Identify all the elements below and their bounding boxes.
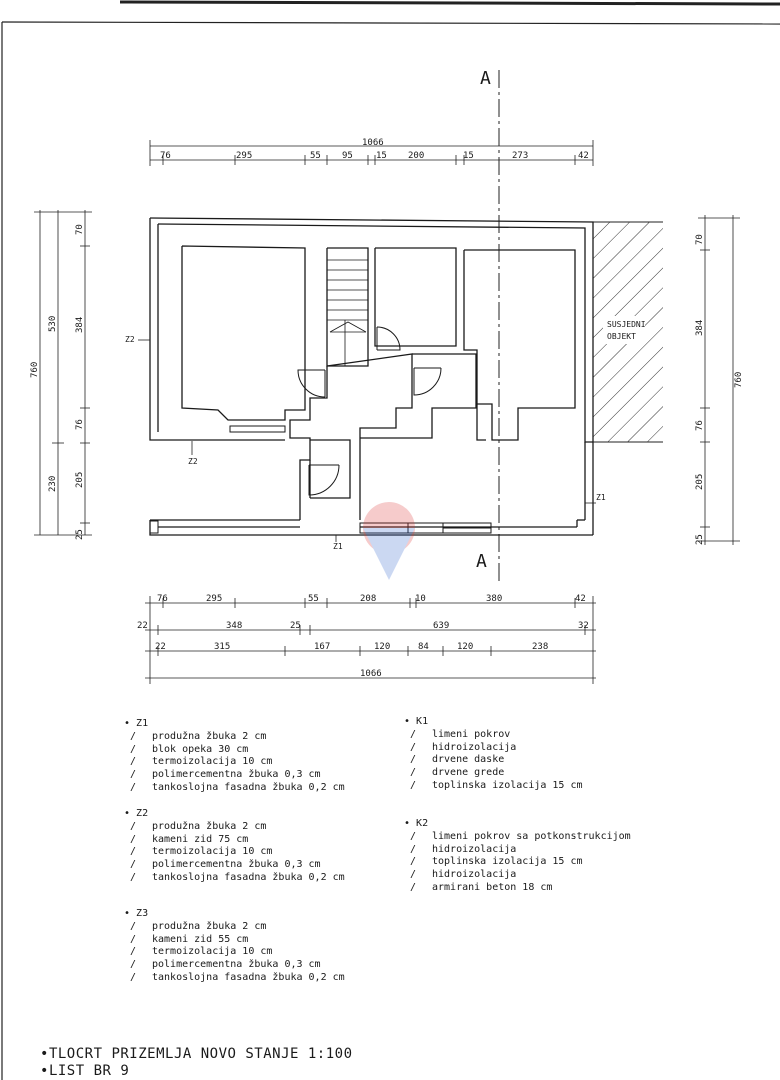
dim-left-205: 205	[75, 471, 85, 488]
wall-tag-z2-left: Z2	[125, 335, 135, 344]
dim-right-205: 205	[695, 473, 705, 490]
dim-top-9: 42	[578, 151, 589, 161]
wall-tag-z2-bottom: Z2	[188, 457, 198, 466]
dim-top-4: 95	[342, 151, 353, 161]
dim-b2-2: 348	[226, 621, 243, 631]
legend-item: tankoslojna fasadna žbuka 0,2 cm	[152, 781, 345, 793]
staircase	[327, 260, 368, 366]
legend-item: polimercementna žbuka 0,3 cm	[152, 959, 321, 971]
legend-item: drvene grede	[432, 767, 505, 779]
dim-b1-2: 295	[206, 594, 223, 604]
legend-z1: • Z1 / produžna žbuka 2 cm / blok opeka 30 cm / termoizolacija 10 cm / polimercementna žbuka 0,3 cm / tankoslojna fasadna žbuka 0,2 cm	[124, 718, 345, 793]
legend-item: kameni zid 75 cm	[152, 833, 249, 845]
legend-item: toplinska izolacija 15 cm	[432, 779, 583, 791]
dim-left-70: 70	[75, 224, 85, 235]
dim-top-7: 15	[463, 151, 474, 161]
sheet-number: LIST BR 9	[48, 1063, 130, 1079]
legend-z3: • Z3 / produžna žbuka 2 cm / kameni zid 55 cm / termoizolacija 10 cm / polimercementna žbuka 0,3 cm / tankoslojna fasadna žbuka 0,2 cm	[124, 908, 345, 983]
dim-b1-3: 55	[308, 594, 319, 604]
legend-z3-title: Z3	[136, 908, 149, 919]
section-label-top: A	[480, 68, 491, 89]
dim-left-25: 25	[75, 529, 85, 540]
drawing-title: TLOCRT PRIZEMLJA NOVO STANJE 1:100	[48, 1046, 353, 1062]
dim-top-3: 55	[310, 151, 321, 161]
wall-tag-z1-right: Z1	[596, 493, 606, 502]
dimension-left-text	[30, 224, 85, 540]
dim-right-384: 384	[695, 319, 705, 336]
legend-k1: • K1 / limeni pokrov / hidroizolacija / drvene daske / drvene grede / toplinska izolacija 15 cm	[404, 716, 583, 791]
dim-b1-4: 208	[360, 594, 377, 604]
dimension-right-text	[695, 234, 744, 545]
dim-right-760: 760	[734, 371, 744, 388]
legend-k1-title: K1	[416, 716, 429, 727]
legend-item: termoizolacija 10 cm	[152, 846, 273, 858]
dim-b1-6: 380	[486, 594, 503, 604]
legend-z2: • Z2 / produžna žbuka 2 cm / kameni zid 75 cm / termoizolacija 10 cm / polimercementna žbuka 0,3 cm / tankoslojna fasadna žbuka 0,2 cm	[124, 808, 345, 883]
interior-walls	[182, 246, 575, 520]
dim-top-6: 200	[408, 151, 425, 161]
dim-top-5: 15	[376, 151, 387, 161]
legend-k2: • K2 / limeni pokrov sa potkonstrukcijom / hidroizolacija / toplinska izolacija 15 cm / hidroizolacija / armirani beton 18 cm	[404, 818, 631, 893]
dim-b3-7: 238	[532, 642, 549, 652]
legend-z1-title: Z1	[136, 718, 149, 729]
wall-tag-z1-bottom: Z1	[333, 542, 343, 551]
legend-item: limeni pokrov	[432, 728, 511, 740]
dim-left-530: 530	[48, 315, 58, 332]
section-label-bottom: A	[476, 551, 487, 572]
dim-b3-6: 120	[457, 642, 474, 652]
dim-right-70: 70	[695, 234, 705, 245]
dim-b2-4: 639	[433, 621, 450, 631]
dimension-top-text	[160, 138, 589, 161]
legend-item: blok opeka 30 cm	[152, 743, 249, 755]
dim-b2-5: 32	[578, 621, 589, 631]
dim-top-total: 1066	[362, 138, 384, 148]
dimension-bottom-text	[137, 594, 589, 679]
dim-top-1: 76	[160, 151, 171, 161]
legend-item: termoizolacija 10 cm	[152, 756, 273, 768]
legend-item: tankoslojna fasadna žbuka 0,2 cm	[152, 971, 345, 983]
section-line-a	[476, 68, 499, 585]
legend-item: hidroizolacija	[432, 843, 517, 855]
legend-item: produžna žbuka 2 cm	[152, 920, 267, 932]
legend-item: armirani beton 18 cm	[432, 881, 553, 893]
dim-b3-2: 315	[214, 642, 231, 652]
legend-item: kameni zid 55 cm	[152, 933, 249, 945]
dim-b1-5: 10	[415, 594, 426, 604]
legend-k2-title: K2	[416, 818, 429, 829]
legend-item: produžna žbuka 2 cm	[152, 730, 267, 742]
dim-b1-7: 42	[575, 594, 586, 604]
drawing-title-block: •TLOCRT PRIZEMLJA NOVO STANJE 1:100 •LIST BR 9	[40, 1046, 353, 1079]
dim-b3-4: 120	[374, 642, 391, 652]
dim-b2-3: 25	[290, 621, 301, 631]
legend-item: termoizolacija 10 cm	[152, 946, 273, 958]
legend-item: polimercementna žbuka 0,3 cm	[152, 859, 321, 871]
dim-b1-1: 76	[157, 594, 168, 604]
dim-left-384: 384	[75, 316, 85, 333]
dim-b2-1: 22	[137, 621, 148, 631]
doors	[230, 327, 441, 495]
legend-item: toplinska izolacija 15 cm	[432, 856, 583, 868]
neighbor-label-2: OBJEKT	[607, 332, 636, 341]
neighbor-label-1: SUSJEDNI	[607, 320, 646, 329]
dim-b3-3: 167	[314, 642, 331, 652]
dim-top-2: 295	[236, 151, 253, 161]
dim-b3-5: 84	[418, 642, 429, 652]
legend-z2-title: Z2	[136, 808, 149, 819]
legend-item: hidroizolacija	[432, 741, 517, 753]
legend-item: drvene daske	[432, 754, 505, 766]
neighbor-building	[593, 222, 663, 442]
dim-left-76: 76	[75, 419, 85, 430]
dim-b3-1: 22	[155, 642, 166, 652]
legend-item: limeni pokrov sa potkonstrukcijom	[432, 830, 631, 842]
legend-item: hidroizolacija	[432, 869, 517, 881]
watermark-logo	[363, 502, 415, 580]
legend-item: tankoslojna fasadna žbuka 0,2 cm	[152, 871, 345, 883]
dim-left-760: 760	[30, 361, 40, 378]
dim-top-8: 273	[512, 151, 529, 161]
legend-item: polimercementna žbuka 0,3 cm	[152, 769, 321, 781]
outer-walls	[150, 218, 593, 535]
dim-bottom-total: 1066	[360, 669, 382, 679]
dim-left-230: 230	[48, 475, 58, 492]
legend-item: produžna žbuka 2 cm	[152, 820, 267, 832]
dim-right-25: 25	[695, 534, 705, 545]
dim-right-76: 76	[695, 420, 705, 431]
